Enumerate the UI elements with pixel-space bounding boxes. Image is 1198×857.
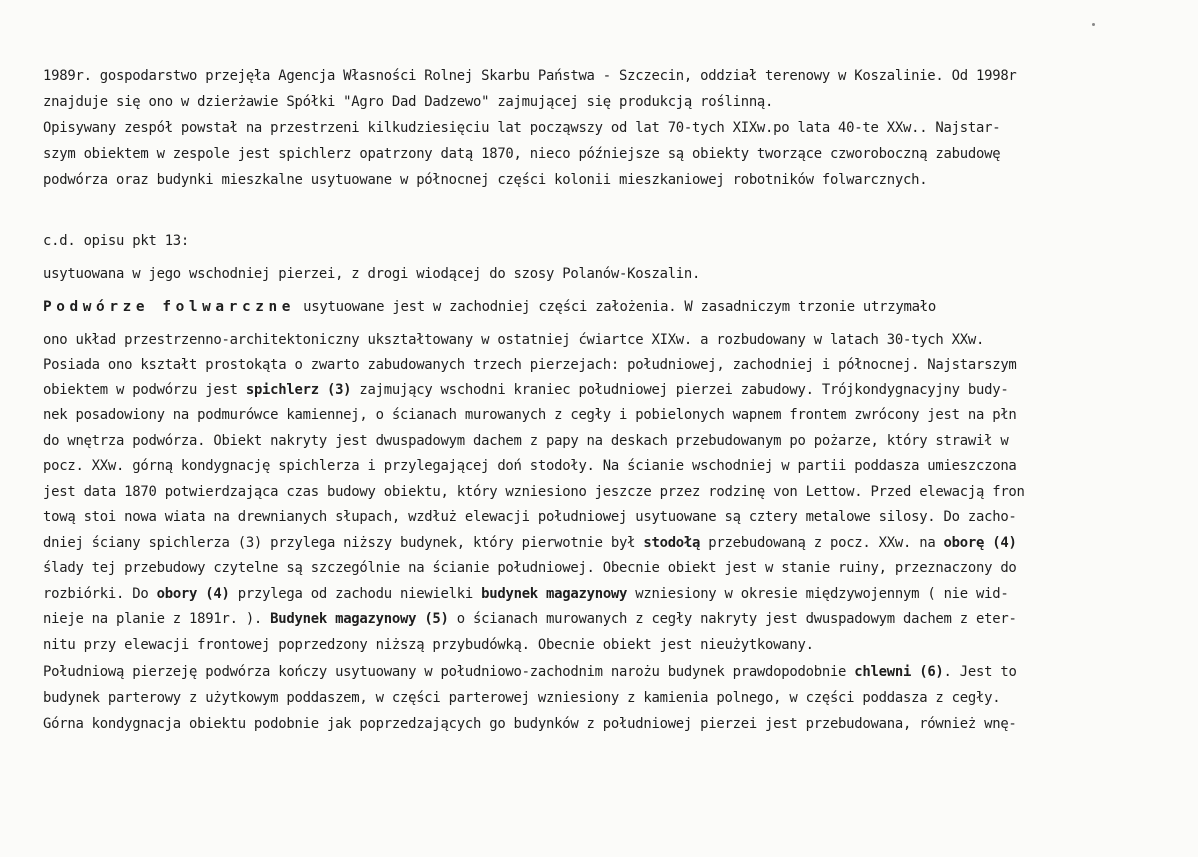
text-line: rozbiórki. Do obory (4) przylega od zachodu niewielki budynek magazynowy wzniesiony w okresie międzywojennym ( nie wid- <box>43 586 1009 602</box>
text-line: nek posadowiony na podmurówce kamiennej, o ścianach murowanych z cegły i pobielonych wapnem frontem zwrócony jest na płn <box>43 407 1017 423</box>
text-line: Południową pierzeję podwórza kończy usytuowany w południowo-zachodnim narożu budynek prawdopodobnie chlewni (6). Jest to <box>43 664 1017 680</box>
text-line: 1989r. gospodarstwo przejęła Agencja Własności Rolnej Skarbu Państwa - Szczecin, oddział terenowy w Koszalinie. Od 1998r <box>43 68 1017 84</box>
text-line: Podwórze folwarczne usytuowane jest w zachodniej części założenia. W zasadniczym trzonie utrzymało <box>43 299 936 315</box>
text-line: obiektem w podwórzu jest spichlerz (3) zajmujący wschodni kraniec południowej pierzei zabudowy. Trójkondygnacyjny budy- <box>43 382 1009 398</box>
text-line: nitu przy elewacji frontowej poprzedzony niższą przybudówką. Obecnie obiekt jest nieużytkowany. <box>43 637 814 653</box>
text-line: ślady tej przebudowy czytelne są szczególnie na ścianie południowej. Obecnie obiekt jest w stanie ruiny, przeznaczony do <box>43 560 1017 576</box>
text-line: Posiada ono kształt prostokąta o zwarto zabudowanych trzech pierzejach: południowej, zachodniej i północnej. Najstarszym <box>43 357 1017 373</box>
text-line: pocz. XXw. górną kondygnację spichlerza i przylegającej doń stodoły. Na ścianie wschodniej w partii poddasza umieszczona <box>43 458 1017 474</box>
bold-term: spichlerz (3) <box>245 382 352 398</box>
text-line: dniej ściany spichlerza (3) przylega niższy budynek, który pierwotnie był stodołą przebudowaną z pocz. XXw. na oborę (4) <box>43 535 1017 551</box>
text-line: szym obiektem w zespole jest spichlerz opatrzony datą 1870, nieco późniejsze są obiekty tworzące czworoboczną zabudowę <box>43 146 1001 162</box>
text-line: znajduje się ono w dzierżawie Spółki "Agro Dad Dadzewo" zajmującej się produkcją roślinną. <box>43 94 774 110</box>
text-line: tową stoi nowa wiata na drewnianych słupach, wzdłuż elewacji południowej usytuowane są cztery metalowe silosy. Do zacho- <box>43 509 1017 525</box>
text-line: budynek parterowy z użytkowym poddaszem, w części parterowej wzniesiony z kamienia polnego, w części poddasza z cegły. <box>43 690 1001 706</box>
text-line: do wnętrza podwórza. Obiekt nakryty jest dwuspadowym dachem z papy na deskach przebudowanym po pożarze, który strawił w <box>43 433 1009 449</box>
text-line: Opisywany zespół powstał na przestrzeni kilkudziesięciu lat począwszy od lat 70-tych XIXw.po lata 40-te XXw.. Najstar- <box>43 120 1001 136</box>
section-title: Podwórze folwarczne <box>43 299 296 315</box>
bold-term: obory (4) <box>156 586 230 602</box>
bold-term: chlewni (6) <box>854 664 944 680</box>
bold-term: budynek magazynowy <box>481 586 628 602</box>
text-line: podwórza oraz budynki mieszkalne usytuowane w północnej części kolonii mieszkaniowej robotników folwarcznych. <box>43 172 928 188</box>
bold-term: Budynek magazynowy (5) <box>270 611 449 627</box>
text-line: usytuowana w jego wschodniej pierzei, z drogi wiodącej do szosy Polanów-Koszalin. <box>43 266 701 282</box>
text-line: jest data 1870 potwierdzająca czas budowy obiektu, który wzniesiono jeszcze przez rodzinę von Lettow. Przed elewacją fron <box>43 484 1025 500</box>
text-line: Górna kondygnacja obiektu podobnie jak poprzedzających go budynków z południowej pierzei jest przebudowana, również wnę- <box>43 716 1017 732</box>
bold-term: stodołą <box>643 535 701 551</box>
text-line: ono układ przestrzenno-architektoniczny ukształtowany w ostatniej ćwiartce XIXw. a rozbudowany w latach 30-tych XXw. <box>43 332 985 348</box>
bold-term: oborę (4) <box>943 535 1017 551</box>
section-heading: c.d. opisu pkt 13: <box>43 233 190 249</box>
paper-speck <box>1092 23 1095 26</box>
text-line: nieje na planie z 1891r. ). Budynek magazynowy (5) o ścianach murowanych z cegły nakryty jest dwuspadowym dachem z eter- <box>43 611 1017 627</box>
